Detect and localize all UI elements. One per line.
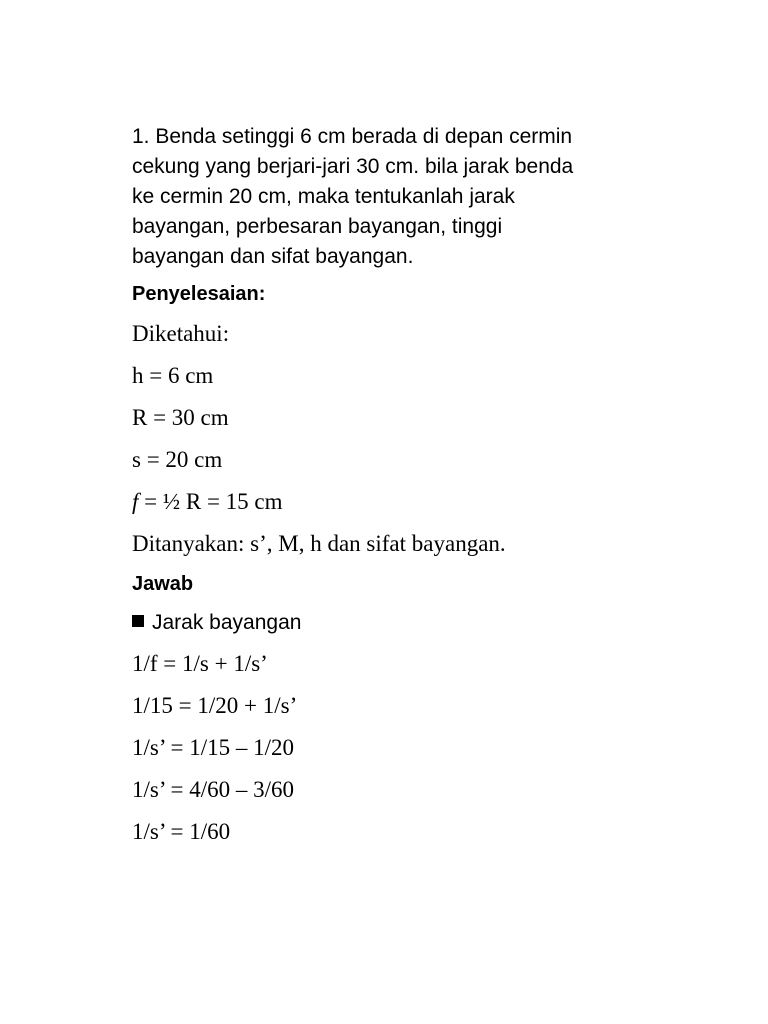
problem-statement bbox=[132, 122, 692, 272]
section-image-distance bbox=[132, 608, 692, 638]
problem-line: bayangan dan sifat bayangan. bbox=[132, 245, 414, 268]
black-square-icon bbox=[132, 615, 144, 627]
known-distance: s = 20 cm bbox=[132, 447, 223, 472]
document-page bbox=[132, 122, 692, 858]
equation-step: 1/s’ = 4/60 – 3/60 bbox=[132, 777, 295, 802]
problem-line: bayangan, perbesaran bayangan, tinggi bbox=[132, 215, 503, 238]
known-label: Diketahui: bbox=[132, 321, 230, 346]
solution-heading: Penyelesaian: bbox=[132, 283, 266, 305]
problem-line: 1. Benda setinggi 6 cm berada di depan cermin bbox=[132, 125, 573, 148]
known-focal bbox=[132, 486, 692, 518]
known-height: h = 6 cm bbox=[132, 363, 214, 388]
answer-heading: Jawab bbox=[132, 573, 194, 595]
focal-symbol: f bbox=[132, 489, 139, 514]
equation-step: 1/s’ = 1/60 bbox=[132, 819, 231, 844]
problem-line: cekung yang berjari-jari 30 cm. bila jarak benda bbox=[132, 155, 574, 178]
problem-line: ke cermin 20 cm, maka tentukanlah jarak bbox=[132, 185, 515, 208]
equation-step: 1/f = 1/s + 1/s’ bbox=[132, 651, 268, 676]
equation-step: 1/s’ = 1/15 – 1/20 bbox=[132, 735, 295, 760]
focal-value: = ½ R = 15 cm bbox=[138, 489, 283, 514]
section-label: Jarak bayangan bbox=[152, 611, 302, 634]
asked-line: Ditanyakan: s’, M, h dan sifat bayangan. bbox=[132, 531, 506, 556]
known-radius: R = 30 cm bbox=[132, 405, 229, 430]
equation-step: 1/15 = 1/20 + 1/s’ bbox=[132, 693, 298, 718]
